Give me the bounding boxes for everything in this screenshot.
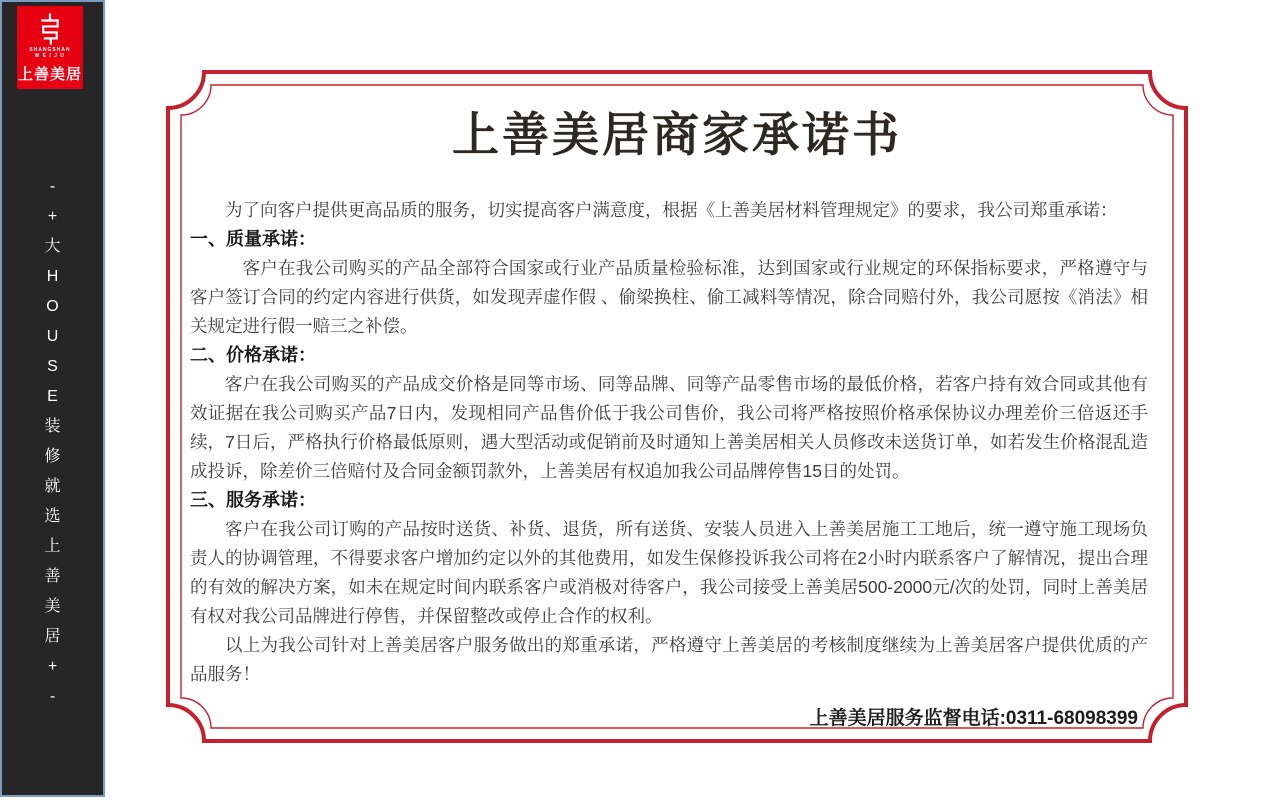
brand-logo-text-cn: 上善美居 <box>17 66 82 83</box>
slogan-char: 上 <box>44 538 61 555</box>
slogan-char: E <box>47 388 58 405</box>
closing-paragraph: 以上为我公司针对上善美居客户服务做出的郑重承诺，严格遵守上善美居的考核制度继续为上善美居客户提供优质的产品服务！ <box>190 635 1148 684</box>
brand-sidebar <box>0 0 105 797</box>
supervision-phone: 上善美居服务监督电话:0311-68098399 <box>809 708 1138 729</box>
slogan-char: 美 <box>44 598 61 615</box>
slogan-char: U <box>46 328 59 345</box>
slogan-char: - <box>49 178 56 195</box>
slogan-char: H <box>46 268 59 285</box>
slogan-char: 善 <box>44 568 61 585</box>
slogan-char: 装 <box>44 418 61 435</box>
intro-paragraph: 为了向客户提供更高品质的服务，切实提高客户满意度，根据《上善美居材料管理规定》的要求，我公司郑重承诺： <box>225 200 1118 220</box>
section-body-service: 客户在我公司订购的产品按时送货、补货、退货，所有送货、安装人员进入上善美居施工工地后，统一遵守施工现场负责人的协调管理，不得要求客户增加约定以外的其他费用，如发生保修投诉我公司将在2小时内联系客户了解情况，提出合理的有效的解决方案，如未在规定时间内联系客户或消极对待客户，我公司接受上善美居500-2000元/次的处罚，同时上善美居有权对我公司品牌进行停售，并保留整改或停止合作的权利。 <box>190 519 1148 626</box>
section-body-price: 客户在我公司购买的产品成交价格是同等市场、同等品牌、同等产品零售市场的最低价格，若客户持有效合同或其他有效证据在我公司购买产品7日内，发现相同产品售价低于我公司售价，我公司将严格按照价格承保协议办理差价三倍返还手续，7日后，严格执行价格最低原则，遇大型活动或促销前及时通知上善美居相关人员修改未送货订单，如若发生价格混乱造成投诉，除差价三倍赔付及合同金额罚款外，上善美居有权追加我公司品牌停售15日的处罚。 <box>190 374 1148 481</box>
slogan-char: + <box>47 208 58 225</box>
slogan-char: 就 <box>44 478 61 495</box>
brand-logo-icon <box>33 12 67 46</box>
brand-logo-text-en: SHANGSHAN M E I J U <box>29 47 71 59</box>
slogan-char: 大 <box>44 238 61 255</box>
document-body <box>190 196 1148 733</box>
slogan-char: - <box>49 688 56 705</box>
slogan-char: 选 <box>44 508 61 525</box>
slogan-char: S <box>47 358 58 375</box>
slogan-char: 修 <box>44 448 61 465</box>
slogan-char: O <box>46 298 59 315</box>
slogan-char: 居 <box>44 628 61 645</box>
slogan-char: + <box>47 658 58 675</box>
section-body-quality: 客户在我公司购买的产品全部符合国家或行业产品质量检验标准，达到国家或行业规定的环保指标要求，严格遵守与客户签订合同的约定内容进行供货，如发现弄虚作假 、偷梁换柱、偷工减料等情况，除合同赔付外，我公司愿按《消法》相关规定进行假一赔三之补偿。 <box>190 258 1148 336</box>
section-heading-price: 二、价格承诺： <box>190 345 316 365</box>
brand-logo <box>17 6 83 89</box>
section-heading-quality: 一、质量承诺： <box>190 229 316 249</box>
document-title: 上善美居商家承诺书 <box>452 110 902 162</box>
vertical-slogan <box>2 178 103 705</box>
section-heading-service: 三、服务承诺： <box>190 490 316 510</box>
